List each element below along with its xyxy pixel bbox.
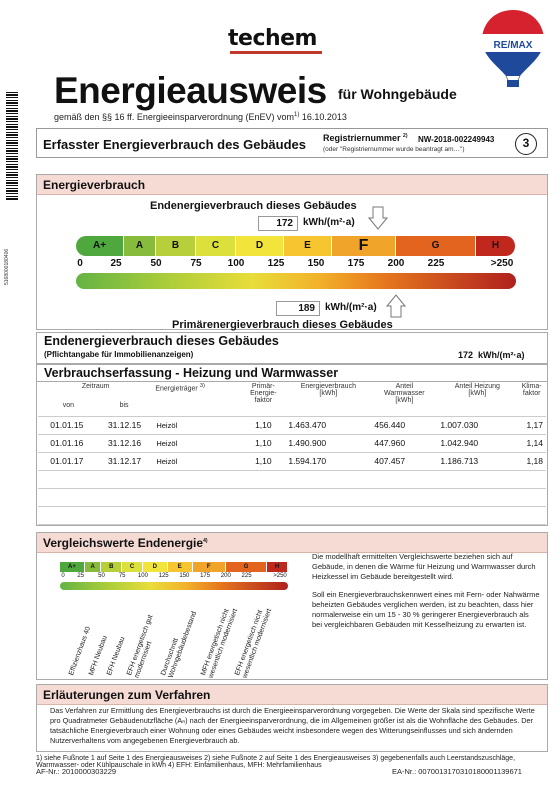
page-number: 3 <box>515 133 537 155</box>
energy-class-c: C <box>196 236 236 256</box>
comparison-class-b: B <box>101 562 122 572</box>
legal-footnote-mark: 1) <box>293 112 300 118</box>
energy-class-g: G <box>396 236 476 256</box>
comparison-scale-tick: 75 <box>118 573 126 579</box>
page-title: Energieausweis <box>54 70 327 111</box>
cell-ww: 447.960 <box>371 434 437 452</box>
end-energy-unit: kWh/(m²·a) <box>303 217 355 228</box>
cell-bis <box>96 506 154 524</box>
comparison-gradient-bar <box>60 582 288 590</box>
comparison-class-g: G <box>226 562 267 572</box>
header-energy-carrier: Energieträger $^{3)}$ <box>155 383 205 393</box>
end-energy-label: Endenergieverbrauch dieses Gebäudes <box>150 200 357 212</box>
legal-date: 16.10.2013 <box>301 112 347 122</box>
comparison-text-2: Soll ein Energieverbrauchskennwert eines mit Fern- oder Nahwärme beheizten Gebäudes verglichen werden, ist zu beachten, dass hier normalerweise ein um 15 - 30 % geringerer Energieverbrauch als bei vergleichbaren Gebäuden mit Kesselheizung zu erwarten ist. <box>312 590 540 629</box>
cell-ww <box>371 470 437 488</box>
cell-hz: 1.007.030 <box>437 416 517 434</box>
cell-bis: 31.12.17 <box>96 452 154 470</box>
energy-panel-title: Energieverbrauch <box>37 175 547 195</box>
end-energy-arrow-icon <box>368 206 388 230</box>
cell-verbrauch: 1.490.900 <box>285 434 371 452</box>
header-climate-factor: Klima- faktor <box>521 383 542 397</box>
barcode-number: 5168000180406 <box>4 248 10 285</box>
cell-von <box>38 470 96 488</box>
cell-klima <box>517 470 546 488</box>
cell-traeger <box>153 506 241 524</box>
energy-scale-tick: 125 <box>267 258 285 269</box>
comparison-scale-tick: >250 <box>273 573 287 579</box>
cell-traeger <box>153 488 241 506</box>
consumption-record-title: Verbrauchserfassung - Heizung und Warmwasser <box>44 366 339 380</box>
header-primary-factor: Primär- Energie- faktor <box>250 383 277 404</box>
cell-bis <box>96 470 154 488</box>
cell-von: 01.01.16 <box>38 434 96 452</box>
energy-class-scale <box>76 236 516 256</box>
comparison-text-1: Die modellhaft ermittelten Vergleichswerte beziehen sich auf Gebäude, in denen die Wärme für Heizung und Warmwasser durch Heizkessel im Gebäude bereitgestellt wird. <box>312 552 536 581</box>
cell-verbrauch: 1.463.470 <box>285 416 371 434</box>
cell-faktor <box>241 488 285 506</box>
energy-scale-tick: 100 <box>227 258 245 269</box>
energy-scale-tick: 225 <box>427 258 445 269</box>
cell-hz <box>437 506 517 524</box>
comparison-class-d: D <box>143 562 168 572</box>
energy-scale-tick: 200 <box>387 258 405 269</box>
comparison-reference-label: EFH energetisch nicht wesentlich modernisiert <box>234 607 274 680</box>
comparison-class-aplus: A+ <box>60 562 85 572</box>
table-row <box>38 416 546 434</box>
cell-ww <box>371 506 437 524</box>
comparison-reference-label: Effizienzhaus 40 <box>68 625 93 677</box>
comparison-title: Vergleichswerte Endenergie$^{4)}$ <box>37 533 547 553</box>
comparison-scale-tick: 100 <box>137 573 148 579</box>
cell-ww: 456.440 <box>371 416 437 434</box>
registration-note: (oder "Registriernummer wurde beantragt am…") <box>323 146 465 153</box>
cell-verbrauch <box>285 470 371 488</box>
cell-ww: 407.457 <box>371 452 437 470</box>
energy-class-f: F <box>332 236 396 256</box>
primary-energy-unit: kWh/(m²·a) <box>325 302 377 313</box>
techem-logo: techem <box>228 26 317 51</box>
energy-scale-tick: 0 <box>77 258 83 269</box>
page-subtitle: für Wohngebäude <box>338 86 457 102</box>
comparison-class-h: H <box>267 562 288 572</box>
registration-bar <box>36 128 548 158</box>
cell-traeger <box>153 470 241 488</box>
cell-von: 01.01.17 <box>38 452 96 470</box>
remax-balloon-logo <box>478 8 548 92</box>
cell-von <box>38 506 96 524</box>
primary-energy-value: 189 <box>276 301 320 316</box>
cell-klima: 1,17 <box>517 416 546 434</box>
energy-class-a: A <box>124 236 156 256</box>
comparison-reference-label: MFH energetisch nicht wesentlich modernisiert <box>200 607 240 680</box>
energy-scale-tick: >250 <box>490 258 514 269</box>
energy-class-e: E <box>284 236 332 256</box>
comparison-scale-tick: 225 <box>241 573 252 579</box>
table-row <box>38 434 546 452</box>
table-row <box>38 488 546 506</box>
cell-bis: 31.12.15 <box>96 416 154 434</box>
comparison-reference-label: EFH Neubau <box>106 635 127 677</box>
energy-class-b: B <box>156 236 196 256</box>
table-row <box>38 452 546 470</box>
ea-number: EA-Nr.: 00700131703101800011396​71 <box>392 767 522 776</box>
energy-scale-tick: 50 <box>150 258 162 269</box>
end-energy-summary-title: Endenergieverbrauch dieses Gebäudes <box>44 334 279 348</box>
cell-klima: 1,18 <box>517 452 546 470</box>
explanation-title: Erläuterungen zum Verfahren <box>37 685 547 705</box>
end-energy-summary-value: 172 kWh/(m²·a) <box>458 350 525 360</box>
cell-verbrauch <box>285 506 371 524</box>
end-energy-summary-subtitle: (Pflichtangabe für Immobilienanzeigen) <box>44 350 194 359</box>
cell-faktor: 1,10 <box>241 452 285 470</box>
table-row <box>38 470 546 488</box>
comparison-class-scale <box>60 562 288 572</box>
cell-traeger: Heizöl <box>153 452 241 470</box>
cell-faktor <box>241 470 285 488</box>
cell-klima <box>517 506 546 524</box>
comparison-class-e: E <box>168 562 193 572</box>
comparison-reference-label: EFH energetisch gut modernisiert <box>126 614 155 680</box>
header-hot-water-share: Anteil Warmwasser [kWh] <box>384 383 425 404</box>
cell-klima <box>517 488 546 506</box>
legal-text: gemäß den §§ 16 ff. Energieeinsparverordnung (EnEV) vom <box>54 112 294 122</box>
table-row <box>38 506 546 524</box>
cell-bis: 31.12.16 <box>96 434 154 452</box>
cell-hz: 1.042.940 <box>437 434 517 452</box>
af-number: AF-Nr.: 2010000303229 <box>36 767 117 776</box>
cell-verbrauch <box>285 488 371 506</box>
comparison-reference-label: Durchschnitt Wohngebäudebestand <box>160 610 199 680</box>
cell-faktor: 1,10 <box>241 434 285 452</box>
comparison-scale-tick: 125 <box>158 573 169 579</box>
energy-class-h: H <box>476 236 516 256</box>
energy-scale-tick: 150 <box>307 258 325 269</box>
header-consumption: Energieverbrauch [kWh] <box>300 383 356 397</box>
cell-traeger: Heizöl <box>153 434 241 452</box>
barcode <box>6 92 18 200</box>
energy-class-aplus: A+ <box>76 236 124 256</box>
cell-bis <box>96 488 154 506</box>
comparison-class-a: A <box>85 562 102 572</box>
cell-hz: 1.186.713 <box>437 452 517 470</box>
cell-faktor: 1,10 <box>241 416 285 434</box>
registration-number: NW-2018-002249943 <box>418 135 495 144</box>
registration-section-title: Erfasster Energieverbrauch des Gebäudes <box>43 137 307 152</box>
energy-scale-tick: 75 <box>190 258 202 269</box>
energy-scale-tick: 25 <box>110 258 122 269</box>
cell-verbrauch: 1.594.170 <box>285 452 371 470</box>
comparison-scale-tick: 200 <box>220 573 231 579</box>
header-heating-share: Anteil Heizung [kWh] <box>454 383 500 397</box>
comparison-class-c: C <box>122 562 143 572</box>
comparison-scale-tick: 175 <box>200 573 211 579</box>
comparison-class-f: F <box>193 562 226 572</box>
consumption-table <box>38 382 546 542</box>
registration-label: Registriernummer $^{2)}$ <box>323 133 408 143</box>
logo-underline <box>230 51 322 54</box>
end-energy-value: 172 <box>258 216 298 231</box>
cell-ww <box>371 488 437 506</box>
primary-energy-label: Primärenergieverbrauch dieses Gebäudes <box>172 319 393 331</box>
energy-class-d: D <box>236 236 284 256</box>
energy-gradient-bar <box>76 273 516 289</box>
cell-hz <box>437 470 517 488</box>
cell-hz <box>437 488 517 506</box>
cell-von: 01.01.15 <box>38 416 96 434</box>
remax-label: RE/MAX <box>493 40 533 51</box>
cell-klima: 1,14 <box>517 434 546 452</box>
comparison-scale-tick: 25 <box>77 573 85 579</box>
comparison-reference-label: MFH Neubau <box>88 634 109 677</box>
footnotes: 1) siehe Fußnote 1 auf Seite 1 des Energieausweises 2) siehe Fußnote 2 auf Seite 1 des Energieausweises 3) gegebenenfalls auch Leerstandszuschläge, Warmwasser- oder Kühlpauschale in kWh 4) EFH: Einfamilienhaus, MFH: Mehrfamilienhaus <box>36 755 516 769</box>
cell-von <box>38 488 96 506</box>
cell-faktor <box>241 506 285 524</box>
legal-reference <box>54 112 347 122</box>
energy-scale-tick: 175 <box>347 258 365 269</box>
cell-traeger: Heizöl <box>153 416 241 434</box>
comparison-scale-tick: 0 <box>61 573 65 579</box>
explanation-text: Das Verfahren zur Ermittlung des Energieverbrauchs ist durch die Energieeinsparverordnung vorgegeben. Die Werte der Skala sind spezifische Werte pro Quadratmeter Gebäudenutzfläche (Aₙ) nach der Energieeinsparverordnung, die im Allgemeinen größer ist als die Wohnfläche des Gebäudes. Der tatsächliche Energieverbrauch einer Wohnung oder eines Gebäudes weicht insbesondere wegen des Witterungseinflusses und sich ändernden Nutzerverhaltens vom angegebenen Energieverbrauch ab. <box>50 706 535 745</box>
header-period: Zeitraum von bis <box>62 383 129 409</box>
comparison-scale-tick: 50 <box>98 573 105 579</box>
comparison-scale-tick: 150 <box>179 573 190 579</box>
primary-energy-arrow-icon <box>386 294 406 318</box>
consumption-table-header <box>38 382 546 416</box>
